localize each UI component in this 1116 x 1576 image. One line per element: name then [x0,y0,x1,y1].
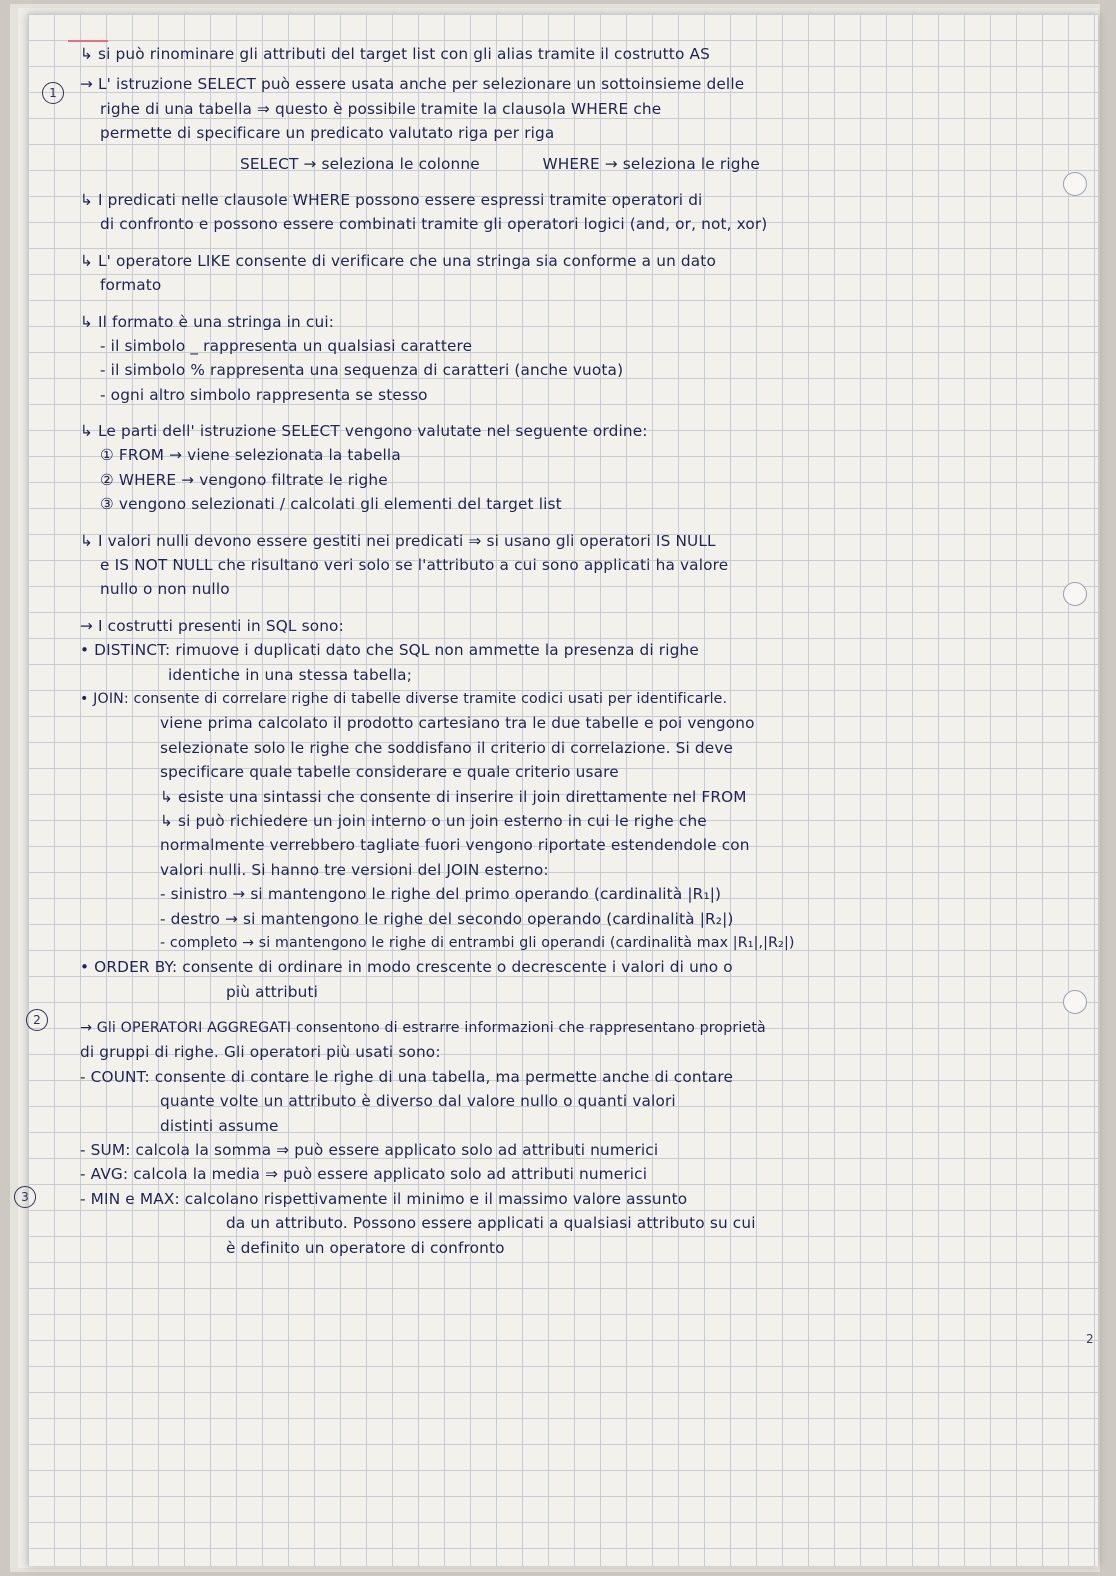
note-line: - il simbolo _ rappresenta un qualsiasi carattere [100,336,473,355]
note-line: ↳ I predicati nelle clausole WHERE possono essere espressi tramite operatori di [80,190,703,209]
note-line: è definito un operatore di confronto [226,1238,505,1257]
note-line: - il simbolo % rappresenta una sequenza di caratteri (anche vuota) [100,361,624,380]
note-line: - sinistro → si mantengono le righe del primo operando (cardinalità |R₁|) [160,885,722,904]
note-line: di confronto e possono essere combinati tramite gli operatori logici (and, or, not, xor) [100,215,768,234]
note-line: ↳ esiste una sintassi che consente di inserire il join direttamente nel FROM [160,787,747,806]
note-line: - MIN e MAX: calcolano rispettivamente il minimo e il massimo valore assunto [80,1189,688,1208]
side-page-mark: 2 [1086,1332,1094,1346]
note-line: e IS NOT NULL che risultano veri solo se l'attributo a cui sono applicati ha valore [100,556,729,575]
select-where-row [240,152,760,176]
note-line: viene prima calcolato il prodotto cartesiano tra le due tabelle e poi vengono [160,714,755,733]
note-line: ↳ L' operatore LIKE consente di verificare che una stringa sia conforme a un dato [80,251,716,270]
note-line: da un attributo. Possono essere applicati a qualsiasi attributo su cui [226,1214,756,1233]
note-line: ↳ Le parti dell' istruzione SELECT vengono valutate nel seguente ordine: [80,422,648,441]
note-line: • JOIN: consente di correlare righe di tabelle diverse tramite codici usati per identificarle. [80,690,728,707]
note-line: ↳ I valori nulli devono essere gestiti nei predicati ⇒ si usano gli operatori IS NULL [80,531,716,550]
note-line: distinti assume [160,1116,279,1135]
note-line: valori nulli. Si hanno tre versioni del JOIN esterno: [160,860,549,879]
note-line: di gruppi di righe. Gli operatori più usati sono: [80,1043,441,1062]
margin-circle-2: 2 [26,1009,48,1031]
note-line: più attributi [226,982,319,1001]
note-line: - COUNT: consente di contare le righe di una tabella, ma permette anche di contare [80,1067,734,1086]
note-line: - ogni altro simbolo rappresenta se stesso [100,385,428,404]
note-line: → I costrutti presenti in SQL sono: [80,616,344,635]
note-line: - completo → si mantengono le righe di entrambi gli operandi (cardinalità max |R₁|,|R₂|) [160,934,795,951]
note-line: - SUM: calcola la somma ⇒ può essere applicato solo ad attributi numerici [80,1141,659,1160]
note-line: ↳ si può richiedere un join interno o un join esterno in cui le righe che [160,811,707,830]
margin-circle-3: 3 [14,1186,36,1208]
note-line: - destro → si mantengono le righe del secondo operando (cardinalità |R₂|) [160,909,734,928]
note-line: formato [100,276,162,295]
note-line: selezionate solo le righe che soddisfano il criterio di correlazione. Si deve [160,738,734,757]
note-line: normalmente verrebbero tagliate fuori vengono riportate estendendole con [160,836,750,855]
note-line: → L' istruzione SELECT può essere usata anche per selezionare un sottoinsieme delle [80,75,745,94]
note-line: nullo o non nullo [100,580,230,599]
note-line: ② WHERE → vengono filtrate le righe [100,470,388,489]
note-line: • ORDER BY: consente di ordinare in modo crescente o decrescente i valori di uno o [80,958,733,977]
note-line: → Gli OPERATORI AGGREGATI consentono di estrarre informazioni che rappresentano proprietà [80,1020,766,1037]
note-line: righe di una tabella ⇒ questo è possibile tramite la clausola WHERE che [100,99,662,118]
note-line: permette di specificare un predicato valutato riga per riga [100,124,555,143]
note-line: ① FROM → viene selezionata la tabella [100,446,401,465]
note-line: identiche in una stessa tabella; [168,665,413,684]
note-line: ↳ Il formato è una stringa in cui: [80,312,335,331]
note-line: • DISTINCT: rimuove i duplicati dato che SQL non ammette la presenza di righe [80,641,699,660]
note-line: quante volte un attributo è diverso dal valore nullo o quanti valori [160,1092,676,1111]
select-summary: SELECT → seleziona le colonne [240,154,480,173]
note-line: ↳ si può rinominare gli attributi del target list con gli alias tramite il costrutto AS [80,45,710,63]
note-line: specificare quale tabelle considerare e quale criterio usare [160,763,619,782]
note-line: ③ vengono selezionati / calcolati gli elementi del target list [100,495,562,514]
note-line: - AVG: calcola la media ⇒ può essere applicato solo ad attributi numerici [80,1165,648,1184]
notes-body [80,42,1090,1260]
where-summary: WHERE → seleziona le righe [542,154,760,173]
margin-circle-1: 1 [42,82,64,104]
